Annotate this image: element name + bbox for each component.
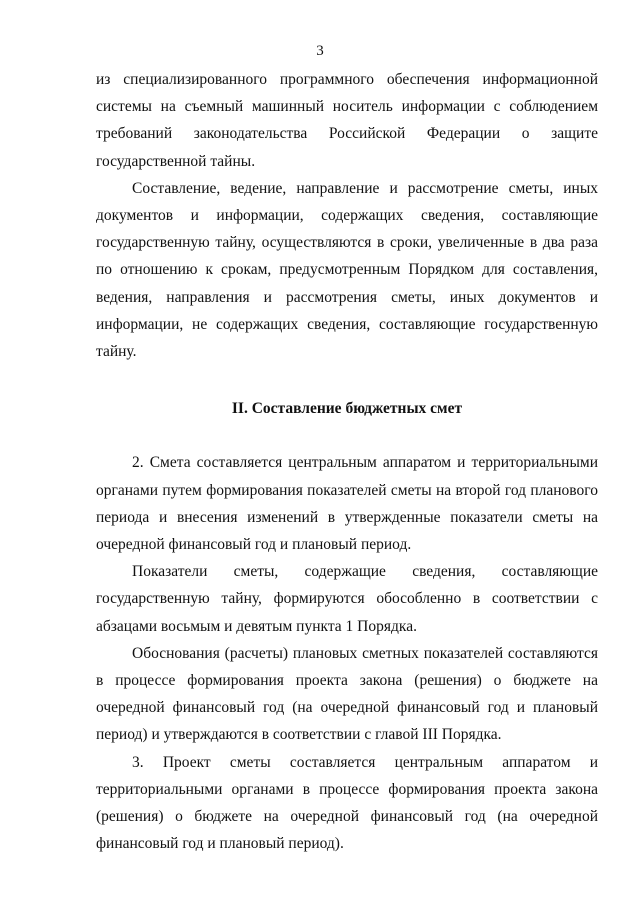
document-body <box>96 66 598 857</box>
section-heading: II. Составление бюджетных смет <box>231 400 463 418</box>
paragraph-indicators: Показатели сметы, содержащие сведения, составляющие государственную тайну, формируются обособленно в соответствии с абзацами восьмым и девятым пункта 1 Порядка. <box>96 563 598 635</box>
paragraph-secrecy-terms: Составление, ведение, направление и рассмотрение сметы, иных документов и информации, содержащих сведения, составляющие государственную тайну, осуществляются в сроки, увеличенные в два раза по отношению к срокам, предусмотренным Порядком для составления, ведения, направления и рассмотрения сметы, иных документов и информации, не содержащих сведения, составляющие государственную тайну. <box>96 179 598 361</box>
paragraph-justifications: Обоснования (расчеты) плановых сметных показателей составляются в процессе формирования проекта закона (решения) о бюджете на очередной финансовый год (на очередной финансовый год и плановый период) и утверждаются в соответствии с главой III Порядка. <box>96 644 598 744</box>
paragraph-item-2: 2. Смета составляется центральным аппаратом и территориальными органами путем формирования показателей сметы на второй год планового периода и внесения изменений в утвержденные показатели сметы на очередной финансовый год и плановый период. <box>96 454 598 554</box>
page-number: 3 <box>316 43 324 59</box>
paragraph-continuation: из специализированного программного обеспечения информационной системы на съемный машинный носитель информации с соблюдением требований законодательства Российской Федерации о защите государственной тайны. <box>96 71 598 170</box>
paragraph-item-3: 3. Проект сметы составляется центральным аппаратом и территориальными органами в процессе формирования проекта закона (решения) о бюджете на очередной финансовый год (на очередной финансовый год и плановый период). <box>96 753 598 853</box>
